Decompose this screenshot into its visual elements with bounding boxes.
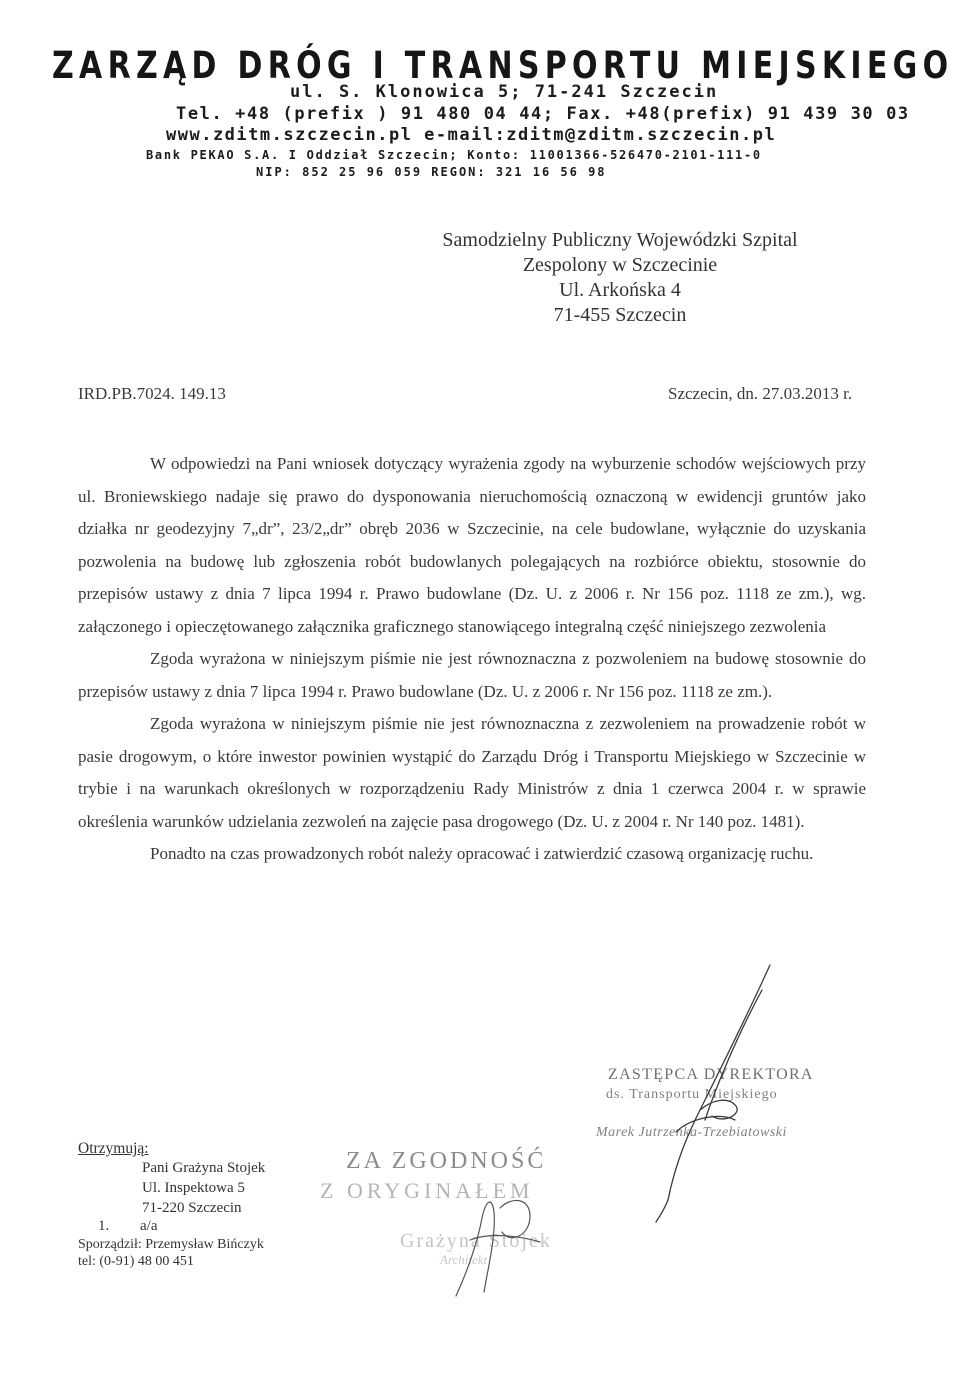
body-paragraph: Zgoda wyrażona w niniejszym piśmie nie jest równoznaczna z zezwoleniem na prowadzenie robót w pasie drogowym, o które inwestor powinien wystąpić do Zarządu Dróg i Transportu Miejskiego w Szczecinie w trybie i na warunkach określonych w rozporządzeniu Rady Ministrów z dnia 1 czerwca 2004 r. w sprawie określenia warunków udzielania zezwoleń na zajęcie pasa drogowego (Dz. U. z 2004 r. Nr 140 poz. 1481). xyxy=(78,714,866,831)
letterhead-title: ZARZĄD DRÓG I TRANSPORTU MIEJSKIEGO xyxy=(52,44,954,88)
prepared-by: Sporządził: Przemysław Bińczyk xyxy=(78,1237,264,1252)
distribution-item-text: a/a xyxy=(140,1218,158,1234)
signature-stamp-title: ZASTĘPCA DYREKTORA xyxy=(608,1066,814,1083)
letterhead-nip-regon: NIP: 852 25 96 059 REGON: 321 16 56 98 xyxy=(256,165,607,179)
copy-stamp-line: ZA ZGODNOŚĆ xyxy=(346,1148,547,1174)
distribution-item-number: 1. xyxy=(98,1218,110,1234)
distribution-city: 71-220 Szczecin xyxy=(142,1200,242,1216)
distribution-address xyxy=(142,1158,265,1218)
distribution-street: Ul. Inspektowa 5 xyxy=(142,1180,245,1196)
distribution-item xyxy=(98,1218,182,1235)
letterhead-phone-fax: Tel. +48 (prefix ) 91 480 04 44; Fax. +48(prefix) 91 439 30 03 xyxy=(176,104,910,124)
distribution-heading: Otrzymują: xyxy=(78,1140,149,1157)
recipient-address xyxy=(390,228,850,328)
recipient-line: 71-455 Szczecin xyxy=(553,304,687,326)
letterhead-address: ul. S. Klonowica 5; 71-241 Szczecin xyxy=(290,82,719,102)
body-paragraph: Ponadto na czas prowadzonych robót należy opracować i zatwierdzić czasową organizację ruchu. xyxy=(150,844,814,863)
letter-body xyxy=(78,448,866,871)
recipient-line: Samodzielny Publiczny Wojewódzki Szpital xyxy=(442,229,798,251)
date-line: Szczecin, dn. 27.03.2013 r. xyxy=(668,384,853,403)
signature-stamp-name: Marek Jutrzenka-Trzebiatowski xyxy=(596,1125,787,1140)
copy-stamp-role: Architekt xyxy=(440,1252,488,1267)
signature-stamp-department: ds. Transportu Miejskiego xyxy=(606,1087,778,1102)
prepared-by-block xyxy=(78,1236,264,1270)
letterhead-bank: Bank PEKAO S.A. I Oddział Szczecin; Konto: 11001366-526470-2101-111-0 xyxy=(146,148,762,162)
distribution-name: Pani Grażyna Stojek xyxy=(142,1160,266,1176)
body-paragraph: W odpowiedzi na Pani wniosek dotyczący wyrażenia zgody na wyburzenie schodów wejściowych przy ul. Broniewskiego nadaje się prawo do dysponowania nieruchomością oznaczoną w ewidencji gruntów jako działka nr geodezyjny 7„dr”, 23/2„dr” obręb 2036 w Szczecinie, na cele budowlane, wyłącznie do uzyskania pozwolenia na budowę lub zgłoszenia robót budowlanych polegających na rozbiórce obiektu, stosownie do przepisów ustawy z dnia 7 lipca 1994 r. Prawo budowlane (Dz. U. z 2006 r. Nr 156 poz. 1118 ze zm.), wg. załączonego i opieczętowanego załącznika graficznego stanowiącego integralną część niniejszego zezwolenia xyxy=(78,454,866,636)
recipient-line: Zespolony w Szczecinie xyxy=(522,254,718,276)
prepared-by-phone: tel: (0-91) 48 00 451 xyxy=(78,1254,194,1269)
recipient-line: Ul. Arkońska 4 xyxy=(559,279,681,301)
copy-stamp-signature: Grażyna Stojek xyxy=(400,1230,552,1252)
copy-stamp-line: Z ORYGINAŁEM xyxy=(320,1178,534,1203)
body-paragraph: Zgoda wyrażona w niniejszym piśmie nie jest równoznaczna z pozwoleniem na budowę stosownie do przepisów ustawy z dnia 7 lipca 1994 r. Prawo budowlane (Dz. U. z 2006 r. Nr 156 poz. 1118 ze zm.). xyxy=(78,649,866,701)
letterhead-web-email: www.zditm.szczecin.pl e-mail:zditm@zditm.szczecin.pl xyxy=(166,125,777,145)
reference-number: IRD.PB.7024. 149.13 xyxy=(78,384,226,403)
